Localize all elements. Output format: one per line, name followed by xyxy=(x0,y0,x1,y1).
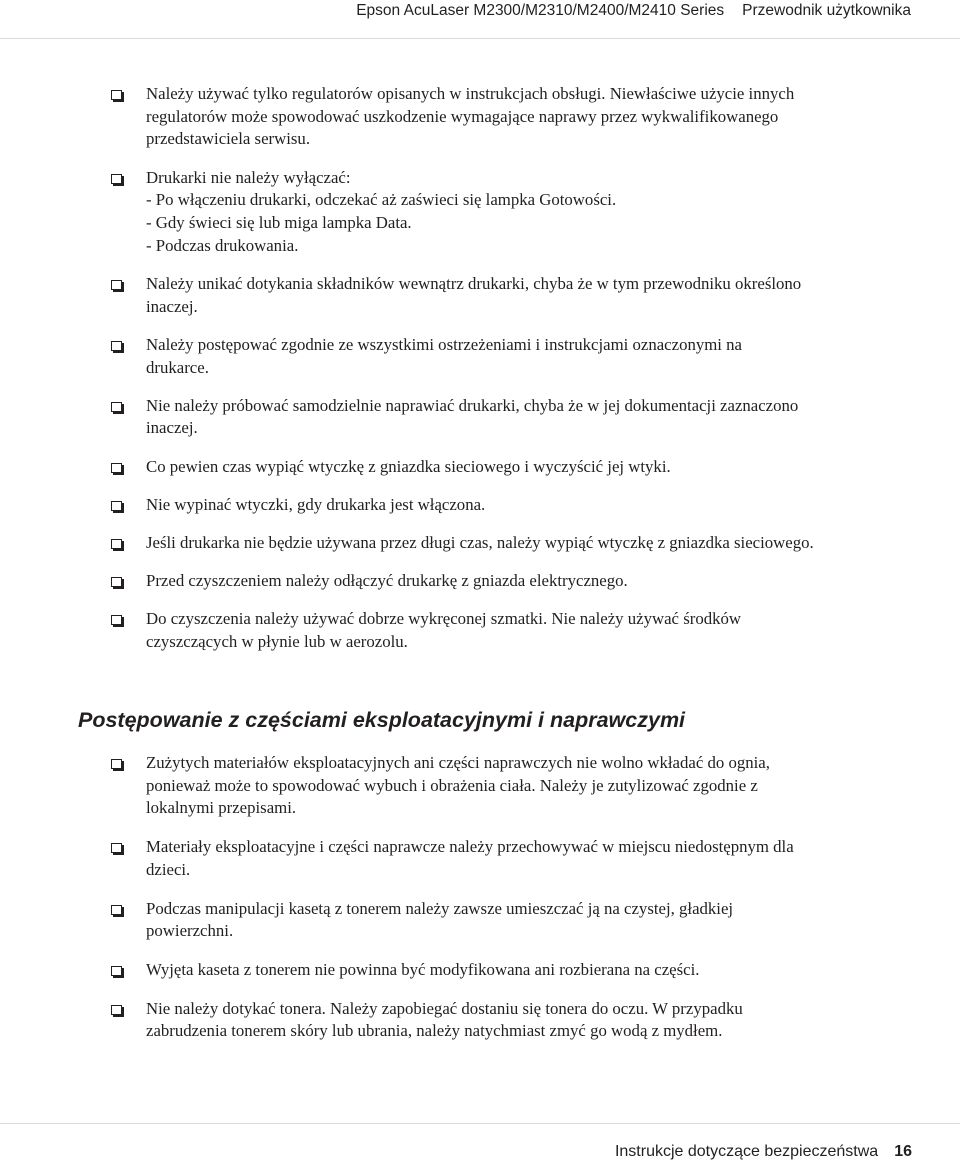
list-item-text: Należy unikać dotykania składników wewnątrz drukarki, chyba że w tym przewodniku określono xyxy=(146,273,802,293)
list-item-text: ponieważ może to spowodować wybuch i obrażenia ciała. Należy je zutylizować zgodnie z xyxy=(146,775,758,795)
list-item xyxy=(108,395,898,440)
list-item xyxy=(108,898,898,943)
list-item-text: - Gdy świeci się lub miga lampka Data. xyxy=(146,213,412,233)
checkbox-bullet-icon xyxy=(111,615,122,625)
footer-divider xyxy=(0,1123,960,1124)
page-footer xyxy=(615,1141,912,1163)
list-item-text: Co pewien czas wypiąć wtyczkę z gniazdka sieciowego i wyczyścić jej wtyki. xyxy=(146,456,671,476)
list-item-text: Nie należy próbować samodzielnie naprawiać drukarki, chyba że w jej dokumentacji zaznaczono xyxy=(146,395,799,415)
checkbox-bullet-icon xyxy=(111,463,122,473)
list-item-text: Nie należy dotykać tonera. Należy zapobiegać dostaniu się tonera do oczu. W przypadku xyxy=(146,998,743,1018)
list-item-text: Przed czyszczeniem należy odłączyć drukarkę z gniazda elektrycznego. xyxy=(146,571,628,591)
checkbox-bullet-icon xyxy=(111,174,122,184)
header-divider xyxy=(0,38,960,39)
list-item-text: Jeśli drukarka nie będzie używana przez długi czas, należy wypiąć wtyczkę z gniazdka sieciowego. xyxy=(146,533,814,553)
list-item-text: - Podczas drukowania. xyxy=(146,235,299,255)
list-item-text: - Po włączeniu drukarki, odczekać aż zaświeci się lampka Gotowości. xyxy=(146,190,617,210)
list-item xyxy=(108,167,898,258)
list-item xyxy=(108,959,898,982)
list-item xyxy=(108,532,898,555)
list-item xyxy=(108,836,898,881)
list-item xyxy=(108,752,898,820)
list-item xyxy=(108,494,898,517)
list-item-text: inaczej. xyxy=(146,296,198,316)
checkbox-bullet-icon xyxy=(111,843,122,853)
list-item-text: Do czyszczenia należy używać dobrze wykręconej szmatki. Nie należy używać środków xyxy=(146,609,741,629)
checkbox-bullet-icon xyxy=(111,280,122,290)
section-title: Postępowanie z częściami eksploatacyjnymi i naprawczymi xyxy=(78,708,686,732)
page-header xyxy=(356,0,911,22)
list-item xyxy=(108,273,898,318)
list-item xyxy=(108,83,898,151)
list-item-text: Podczas manipulacji kasetą z tonerem należy zawsze umieszczać ją na czystej, gładkiej xyxy=(146,898,734,918)
header-guide-title: Przewodnik użytkownika xyxy=(742,2,911,19)
list-item-text: Drukarki nie należy wyłączać: xyxy=(146,167,351,187)
list-item xyxy=(108,570,898,593)
list-item xyxy=(108,456,898,479)
list-item-text: czyszczących w płynie lub w aerozolu. xyxy=(146,632,408,652)
list-item xyxy=(108,334,898,379)
checkbox-bullet-icon xyxy=(111,501,122,511)
header-product-title: Epson AcuLaser M2300/M2310/M2400/M2410 Series xyxy=(356,2,725,19)
list-item-text: powierzchni. xyxy=(146,921,234,941)
list-item-text: regulatorów może spowodować uszkodzenie wymagające naprawy przez wykwalifikowanego xyxy=(146,106,779,126)
list-item-text: przedstawiciela serwisu. xyxy=(146,129,311,149)
checkbox-bullet-icon xyxy=(111,1005,122,1015)
consumables-instructions-list xyxy=(108,752,898,1059)
list-item-text: Wyjęta kaseta z tonerem nie powinna być modyfikowana ani rozbierana na części. xyxy=(146,959,700,979)
checkbox-bullet-icon xyxy=(111,341,122,351)
checkbox-bullet-icon xyxy=(111,759,122,769)
list-item-text: Materiały eksploatacyjne i części naprawcze należy przechowywać w miejscu niedostępnym dla xyxy=(146,837,794,857)
list-item-text: Należy używać tylko regulatorów opisanych w instrukcjach obsługi. Niewłaściwe użycie innych xyxy=(146,84,795,103)
safety-instructions-list xyxy=(108,83,898,669)
checkbox-bullet-icon xyxy=(111,966,122,976)
list-item-text: Należy postępować zgodnie ze wszystkimi ostrzeżeniami i instrukcjami oznaczonymi na xyxy=(146,334,742,354)
list-item-text: drukarce. xyxy=(146,357,209,377)
list-item-text: Zużytych materiałów eksploatacyjnych ani części naprawczych nie wolno wkładać do ognia, xyxy=(146,753,770,772)
page-number: 16 xyxy=(894,1143,912,1160)
list-item xyxy=(108,998,898,1043)
checkbox-bullet-icon xyxy=(111,577,122,587)
list-item-text: inaczej. xyxy=(146,418,198,438)
list-item-text: lokalnymi przepisami. xyxy=(146,798,297,818)
list-item-text: dzieci. xyxy=(146,859,191,879)
checkbox-bullet-icon xyxy=(111,905,122,915)
list-item-text: zabrudzenia tonerem skóry lub ubrania, należy natychmiast zmyć go wodą z mydłem. xyxy=(146,1021,723,1041)
list-item-text: Nie wypinać wtyczki, gdy drukarka jest włączona. xyxy=(146,494,486,514)
checkbox-bullet-icon xyxy=(111,539,122,549)
footer-section-title: Instrukcje dotyczące bezpieczeństwa xyxy=(614,1143,879,1160)
checkbox-bullet-icon xyxy=(111,90,122,100)
list-item xyxy=(108,608,898,653)
checkbox-bullet-icon xyxy=(111,402,122,412)
